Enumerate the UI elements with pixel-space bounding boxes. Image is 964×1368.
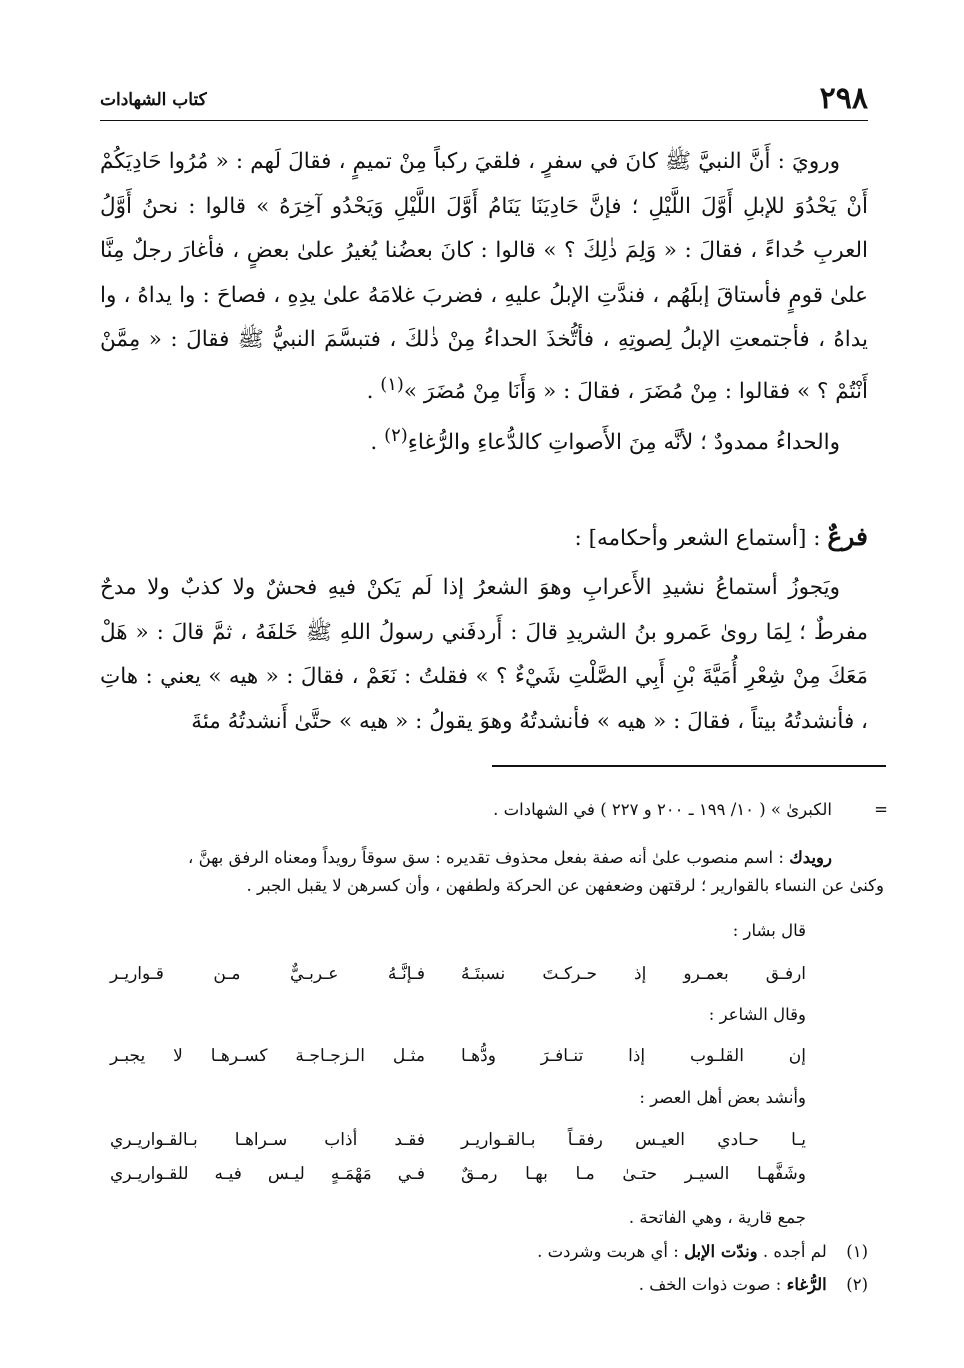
footnote-number: (١) (846, 1242, 868, 1261)
verse-first-hemistich: يـا حـادي العيـس رفقـاً بـالقـواريـر (461, 1130, 806, 1150)
verse-1 (110, 958, 806, 990)
verse-2 (110, 1040, 806, 1072)
footnote-marker: (٢) (384, 425, 408, 447)
verse-second-hemistich: فقـد أذاب سـراهـا بـالقـواريـري (110, 1130, 425, 1150)
footnote-number: (٢) (846, 1275, 868, 1294)
continuation-mark: = (874, 800, 888, 819)
paragraph-listening-poetry: ويَجوزُ أستماعُ نشيدِ الأَعرابِ وهوَ الشعرُ إذا لَم يَكنْ فيهِ فحشٌ ولا كذبٌ ولا مدحٌ مفرطٌ ؛ لِمَا روىٰ عَمرو بنُ الشريدِ قالَ : أَردفَني رسولُ اللهِ ﷺ خَلفَهُ ، ثمَّ قالَ : « هَلْ مَعَكَ مِنْ شِعْرِ أُمَيَّةَ بْنِ أَبِي الصَّلْتِ شَيْءٌ ؟ » فقلتُ : نَعَمْ ، فقالَ : « هيه » يعني : هاتِ ، فأنشدتُهُ بيتاً ، فقالَ : « هيه » فأنشدتُهُ وهوَ يقولُ : « هيه » حتَّىٰ أَنشدتُهُ مئةَ (100, 575, 868, 734)
footnote-marker: (١) (380, 373, 404, 395)
section-heading (100, 515, 868, 561)
footnote-qariya: جمع قارية ، وهي الفاتحة . (628, 1208, 806, 1227)
footnote-1 (537, 1237, 868, 1267)
page-number: ٢٩٨ (819, 81, 868, 116)
footnote-term: وندّت الإبل (684, 1242, 758, 1261)
branch-word: فرعٌ (827, 522, 868, 551)
verse-second-hemistich: مثـل الـزجـاجـة كسـرهـا لا يجبـر (110, 1046, 425, 1066)
continuation-text: الكبرىٰ » ( ١٠/ ١٩٩ ـ ٢٠٠ و ٢٢٧ ) في الشهادات . (493, 800, 832, 819)
footnote-2 (639, 1270, 868, 1300)
poem-intro-bashar: قال بشار : (732, 921, 806, 940)
footnote-separator (492, 765, 886, 767)
poem-intro-poet: وقال الشاعر : (708, 1005, 806, 1024)
footnote-text: : صوت ذوات الخف . (638, 1275, 782, 1294)
main-text (100, 140, 868, 466)
footnote-line: وكنىٰ عن النساء بالقوارير ؛ لرقتهن وضعفهن عن الحركة ولطفهن ، وأن كسرهن لا يقبل الجبر . (246, 876, 884, 895)
footnote-line (100, 844, 832, 872)
branch-title: : [أستماع الشعر وأحكامه] : (574, 526, 821, 551)
verse-first-hemistich: وشَفَّهـا السيـر حتـىٰ مـا بهـا رمـقٌ (461, 1164, 806, 1184)
footnote-text: : اسم منصوب علىٰ أنه صفة بفعل محذوف تقديره : سق سوقاً رويداً ومعناه الرفق بهنَّ ، (188, 848, 784, 867)
paragraph-text: ورويَ : أَنَّ النبيَّ ﷺ كانَ في سفرٍ ، فلقيَ ركباً مِنْ تميمٍ ، فقالَ لَهم : « مُرُوا حَادِيَكُمْ أَنْ يَحْدُوَ للإبلِ أَوَّلَ اللَّيْلِ ؛ فإنَّ حَادِيَنَا يَنَامُ أَوَّلَ اللَّيْلِ وَيَحْدُو آخِرَهُ » قالوا : نحنُ أَوَّلُ العربِ حُداءً ، فقالَ : « وَلِمَ ذٰلِكَ ؟ » قالوا : كانَ بعضُنا يُغيرُ علىٰ بعضٍ ، فأغارَ رجلٌ مِنَّا علىٰ قومٍ فأستاقَ إبلَهُم ، فندَّتِ الإبلُ عليهِ ، فضربَ غلامَهُ علىٰ يدِهِ ، فصاحَ : وا يداهُ ، وا يداهُ ، فأجتمعتِ الإبلُ لِصوتِهِ ، فأتُّخذَ الحداءُ مِنْ ذٰلكَ ، فتبسَّمَ النبيُّ ﷺ فقالَ : « مِمَّنْ أَنْتُمْ ؟ » فقالوا : مِنْ مُضَرَ ، فقالَ : « وَأَنَا مِنْ مُضَرَ » (100, 149, 868, 404)
footnote-text: : أي هربت وشردت . (537, 1242, 679, 1261)
paragraph-text: والحداءُ ممدودٌ ؛ لأنَّه مِنَ الأَصواتِ كالدُّعاءِ والرُّغاءِ (407, 430, 840, 456)
verse-4 (110, 1158, 806, 1190)
footnote-continuation (100, 795, 888, 825)
paragraph-hadith-huda: ورويَ : أَنَّ النبيَّ ﷺ كانَ في سفرٍ ، فلقيَ ركباً مِنْ تميمٍ ، فقالَ لَهم : « مُرُوا حَادِيَكُمْ أَنْ يَحْدُوَ للإبلِ أَوَّلَ اللَّيْلِ ؛ فإنَّ حَادِيَنَا يَنَامُ أَوَّلَ اللَّيْلِ وَيَحْدُو آخِرَهُ » قالوا : نحنُ أَوَّلُ العربِ حُداءً ، فقالَ : « وَلِمَ ذٰلِكَ ؟ » قالوا : كانَ بعضُنا يُغيرُ علىٰ بعضٍ ، فأغارَ رجلٌ مِنَّا علىٰ قومٍ فأستاقَ إبلَهُم ، فندَّتِ الإبلُ عليهِ ، فضربَ غلامَهُ علىٰ يدِهِ ، فصاحَ : وا يداهُ ، وا يداهُ ، فأجتمعتِ الإبلُ لِصوتِهِ ، فأتُّخذَ الحداءُ مِنْ ذٰلكَ ، فتبسَّمَ النبيُّ ﷺ فقالَ : « مِمَّنْ أَنْتُمْ ؟ » فقالوا : مِنْ مُضَرَ ، فقالَ : « وَأَنَا مِنْ مُضَرَ »$^{(١)}$ . (100, 149, 868, 404)
page-header (100, 80, 868, 118)
verse-second-hemistich: فـي مَهْمَـهٍ ليـس فيـه للقـواريـري (110, 1164, 425, 1184)
poem-intro-era: وأنشد بعض أهل العصر : (639, 1088, 806, 1107)
verse-first-hemistich: ارفـق بعمـرو إذ حـركـتَ نسبتَـهُ (461, 964, 806, 984)
running-title: كتاب الشهادات (100, 90, 207, 110)
paragraph-huda-definition: والحداءُ ممدودٌ ؛ لأنَّه مِنَ الأَصواتِ كالدُّعاءِ والرُّغاءِ$^{(٢)}$ . (370, 425, 840, 456)
verse-3 (110, 1124, 806, 1156)
main-text-section (100, 566, 868, 744)
footnote-term: رويدك (789, 848, 832, 867)
verse-first-hemistich: إن القلـوب إذا تنـافـرَ ودُّهـا (461, 1046, 806, 1066)
header-rule (100, 120, 868, 121)
footnote-ruwaydak (100, 844, 884, 900)
verse-second-hemistich: فـإنَّـهُ عـربـيٌّ مـن قـواريـر (110, 964, 425, 984)
footnote-text: لم أجده . (762, 1242, 827, 1261)
footnote-term: الرُّغاء (786, 1275, 827, 1294)
